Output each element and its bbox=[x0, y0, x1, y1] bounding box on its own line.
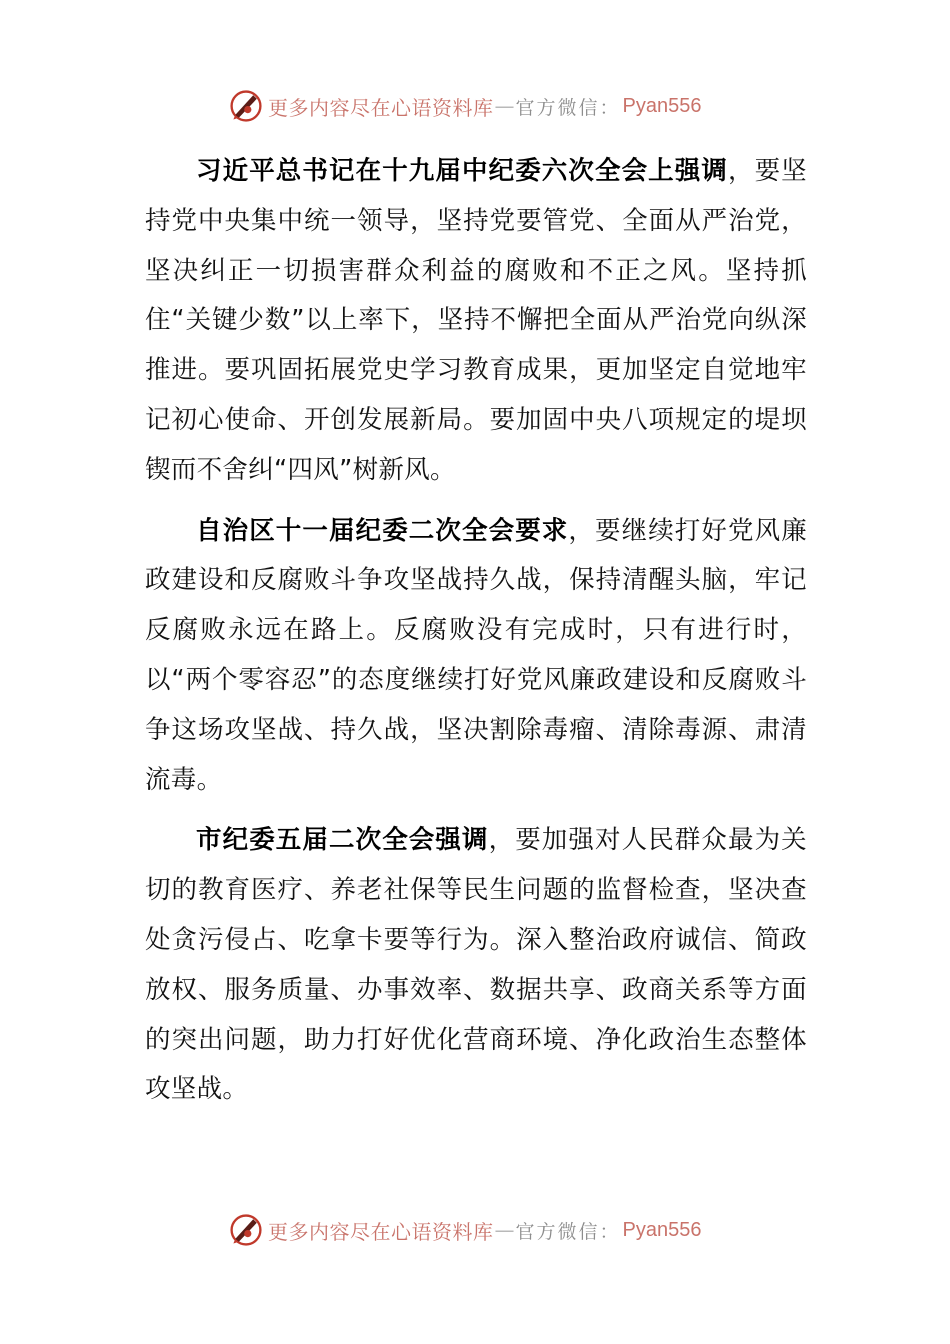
watermark-text: 更多内容尽在心语资料库 bbox=[268, 95, 494, 120]
watermark-dash: — bbox=[494, 94, 515, 118]
paragraph-central-commission bbox=[145, 147, 807, 496]
paragraph-body: ，要坚持党中央集中统一领导，坚持党要管党、全面从严治党，坚决纠正一切损害群众利益的腐败和不正之风。坚持抓住“关键少数”以上率下，坚持不懈把全面从严治党向纵深推进。要巩固拓展党史学习教育成果，更加坚定自觉地牢记初心使命、开创发展新局。要加固中央八项规定的堤坝锲而不舍纠“四风”树新风。 bbox=[145, 156, 807, 485]
paragraph-lead: 习近平总书记在十九届中纪委六次全会上强调 bbox=[196, 156, 728, 186]
paragraph-body: ，要加强对人民群众最为关切的教育医疗、养老社保等民生问题的监督检查，坚决查处贪污侵占、吃拿卡要等行为。深入整治政府诚信、简政放权、服务质量、办事效率、数据共享、政商关系等方面的突出问题，助力打好优化营商环境、净化政治生态整体攻坚战。 bbox=[145, 825, 807, 1105]
pen-logo-icon bbox=[228, 88, 264, 124]
header-watermark bbox=[228, 86, 701, 126]
watermark-wechat-id: Pyan556 bbox=[622, 1218, 702, 1241]
watermark-wechat-id: Pyan556 bbox=[622, 94, 702, 117]
document-body bbox=[145, 147, 807, 1126]
watermark-text: 更多内容尽在心语资料库 bbox=[268, 1219, 494, 1244]
watermark-wechat-label: 官方微信： bbox=[515, 1220, 621, 1243]
paragraph-lead: 市纪委五届二次全会强调 bbox=[196, 825, 489, 856]
paragraph-lead: 自治区十一届纪委二次全会要求 bbox=[196, 515, 569, 546]
watermark-wechat-label: 官方微信： bbox=[515, 96, 621, 119]
footer-watermark bbox=[228, 1210, 701, 1250]
paragraph-autonomous-region bbox=[145, 507, 807, 806]
paragraph-city-commission bbox=[145, 816, 807, 1115]
paragraph-body: ，要继续打好党风廉政建设和反腐败斗争攻坚战持久战，保持清醒头脑，牢记反腐败永远在路上。反腐败没有完成时，只有进行时，以“两个零容忍”的态度继续打好党风廉政建设和反腐败斗争这场攻坚战、持久战，坚决割除毒瘤、清除毒源、肃清流毒。 bbox=[145, 515, 808, 795]
watermark-dash: — bbox=[494, 1218, 515, 1242]
pen-logo-icon bbox=[228, 1212, 264, 1248]
